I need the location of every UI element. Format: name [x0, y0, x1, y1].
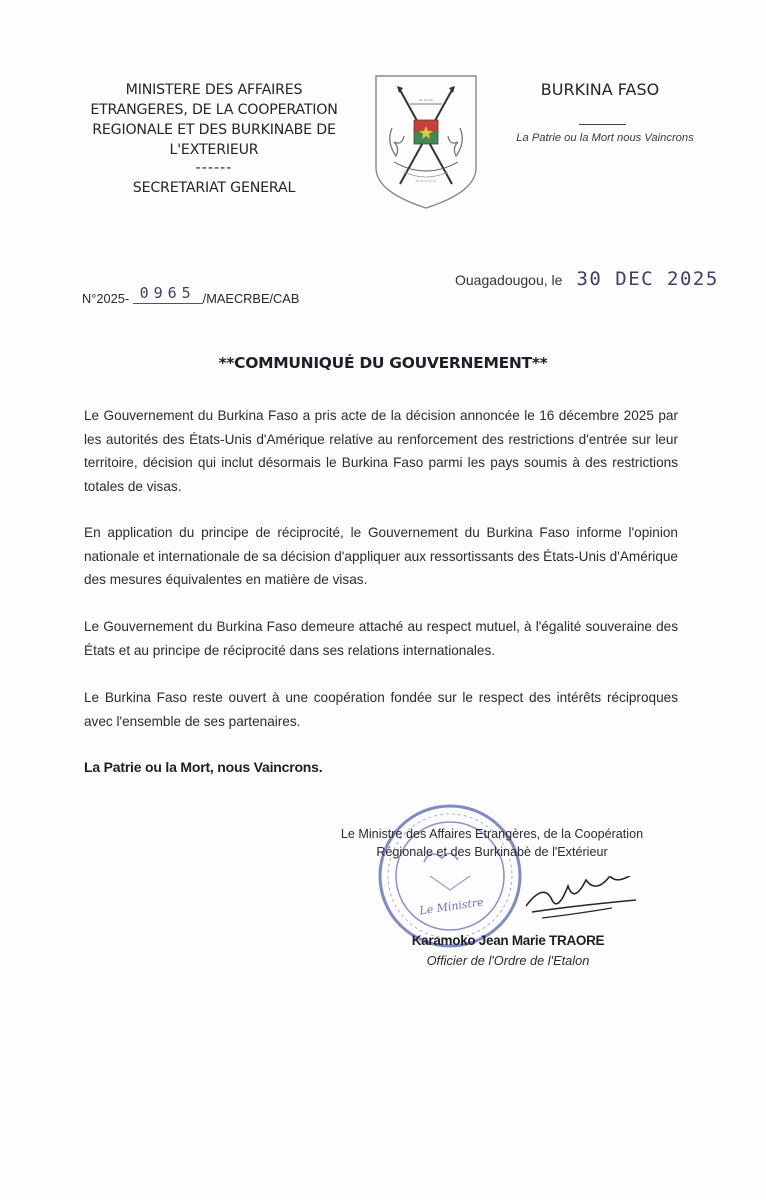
- reference-stamped-number: 0965: [133, 283, 203, 304]
- dateline: [455, 268, 719, 290]
- document-title: **COMMUNIQUÉ DU GOUVERNEMENT**: [218, 354, 548, 372]
- date-stamp: 30 DEC 2025: [576, 268, 719, 290]
- signatory-title: [322, 826, 662, 861]
- national-motto: La Patrie ou la Mort nous Vaincrons: [516, 132, 694, 144]
- signatory-title-line: Le Ministre des Affaires Etrangères, de la Coopération: [340, 827, 644, 841]
- header-separator: ------: [195, 160, 233, 176]
- ministry-line: MINISTERE DES AFFAIRES: [125, 82, 303, 98]
- svg-text:~~~~~: ~~~~~: [415, 179, 437, 185]
- signatory-title-line: Régionale et des Burkinabè de l'Extérieur: [376, 844, 608, 859]
- coat-of-arms-icon: [370, 72, 482, 212]
- date-place: Ouagadougou, le: [455, 272, 563, 288]
- signatory-rank: Officier de l'Ordre de l'Etalon: [426, 953, 590, 968]
- country-divider: [579, 124, 626, 125]
- ministry-header: [70, 80, 358, 198]
- svg-text:~~~: ~~~: [418, 97, 434, 104]
- signatory-name: Karamoko Jean Marie TRAORE: [411, 933, 605, 948]
- ministry-line: REGIONALE ET DES BURKINABE DE: [92, 122, 336, 138]
- signature-icon: [522, 876, 642, 926]
- reference-prefix: N°2025-: [82, 291, 130, 306]
- reference-suffix: /MAECRBE/CAB: [202, 291, 300, 306]
- paragraph: Le Gouvernement du Burkina Faso demeure attaché au respect mutuel, à l'égalité souveraine des États et au principe de réciprocité dans ses relations internationales.: [84, 619, 678, 658]
- secretariat-label: SECRETARIAT GENERAL: [132, 180, 296, 196]
- ministry-line: ETRANGERES, DE LA COOPERATION: [90, 102, 338, 118]
- country-name: BURKINA FASO: [540, 80, 660, 99]
- paragraph: En application du principe de réciprocité, le Gouvernement du Burkina Faso informe l'opinion nationale et internationale de sa décision d'appliquer aux ressortissants des États-Unis d'Amérique des mesures équivalentes en matière de visas.: [84, 525, 678, 587]
- official-seal-icon: [372, 802, 528, 952]
- reference-number: [82, 284, 422, 309]
- ministry-line: L'EXTERIEUR: [169, 142, 259, 158]
- paragraph: Le Gouvernement du Burkina Faso a pris acte de la décision annoncée le 16 décembre 2025 par les autorités des États-Unis d'Amérique relative au renforcement des restrictions d'entrée sur leur territoire, décision qui inclut désormais le Burkina Faso parmi les pays soumis à des restrictions totales de visas.: [84, 408, 678, 494]
- closing-motto: La Patrie ou la Mort, nous Vaincrons.: [84, 759, 323, 775]
- stamp-caption: Le Ministre: [418, 895, 485, 918]
- paragraph: Le Burkina Faso reste ouvert à une coopération fondée sur le respect des intérêts réciproques avec l'ensemble de ses partenaires.: [84, 690, 678, 729]
